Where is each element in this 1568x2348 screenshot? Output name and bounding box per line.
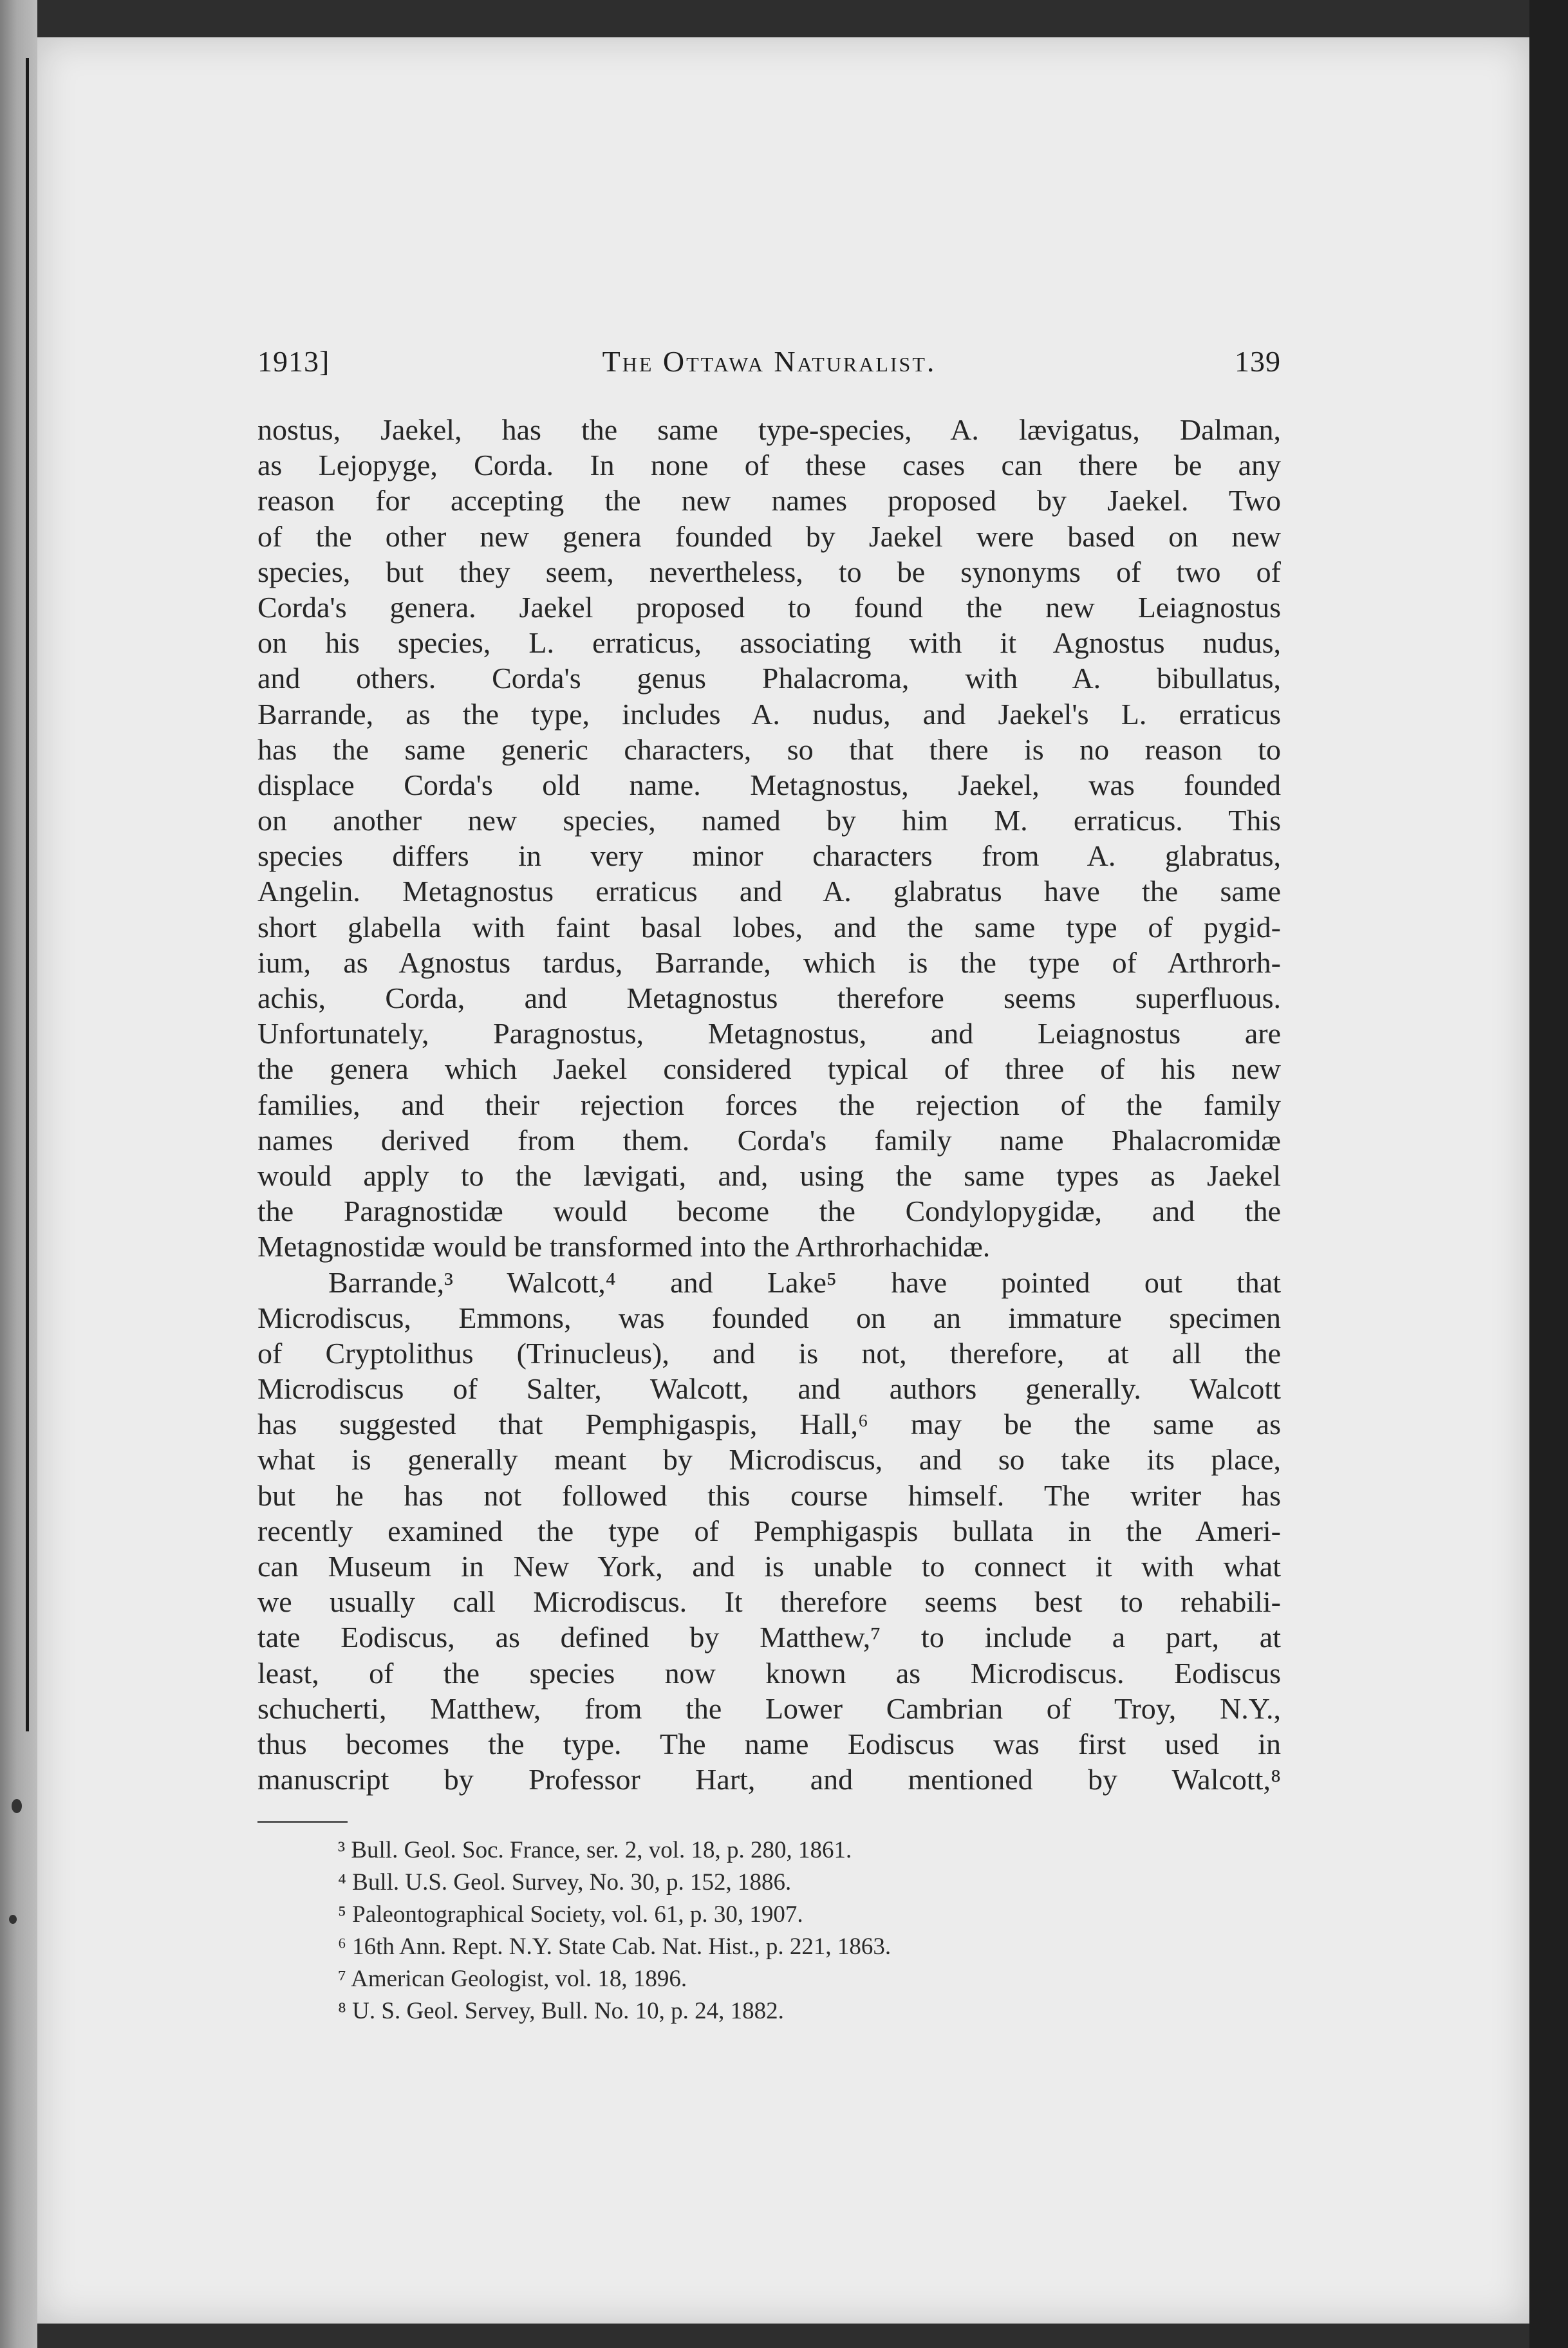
text-line: Corda's genera. Jaekel proposed to found the new Leiagnostus [257, 590, 1281, 624]
right-scan-border [1529, 0, 1568, 2348]
text-line: the genera which Jaekel considered typical of three of his new [257, 1052, 1281, 1086]
footnote: ⁵ Paleontographical Society, vol. 61, p. 30, 1907. [338, 1901, 803, 1928]
text-line: Barrande,³ Walcott,⁴ and Lake⁵ have pointed out that [328, 1265, 1281, 1299]
footnote: ⁸ U. S. Geol. Servey, Bull. No. 10, p. 24, 1882. [338, 1998, 784, 2024]
footnotes [338, 1834, 1175, 2027]
journal-title: The Ottawa Naturalist. [602, 345, 937, 378]
text-line: what is generally meant by Microdiscus, and so take its place, [257, 1443, 1281, 1477]
text-line: least, of the species now known as Microdiscus. Eodiscus [257, 1656, 1281, 1690]
gutter-rule [26, 58, 29, 1731]
text-line: tate Eodiscus, as defined by Matthew,⁷ to include a part, at [257, 1621, 1281, 1654]
header-year: 1913] [257, 345, 330, 378]
text-line: on another new species, named by him M. erraticus. This [257, 804, 1281, 837]
text-line: as Lejopyge, Corda. In none of these cases can there be any [257, 449, 1281, 482]
text-line: Metagnostidæ would be transformed into the Arthrorhachidæ. [257, 1230, 991, 1263]
text-line: nostus, Jaekel, has the same type-species, A. lævigatus, Dalman, [257, 413, 1281, 446]
text-line: Microdiscus of Salter, Walcott, and authors generally. Walcott [257, 1372, 1281, 1406]
text-line: on his species, L. erraticus, associating with it Agnostus nudus, [257, 626, 1281, 660]
text-line: species differs in very minor characters from A. glabratus, [257, 839, 1281, 873]
text-line: recently examined the type of Pemphigaspis bullata in the Ameri- [257, 1514, 1281, 1547]
text-line: Microdiscus, Emmons, was founded on an immature specimen [257, 1301, 1281, 1334]
text-line: can Museum in New York, and is unable to connect it with what [257, 1550, 1281, 1583]
text-line: families, and their rejection forces the rejection of the family [257, 1088, 1281, 1121]
text-line: thus becomes the type. The name Eodiscus was first used in [257, 1727, 1281, 1760]
text-line: of the other new genera founded by Jaekel were based on new [257, 519, 1281, 553]
text-line: manuscript by Professor Hart, and mentioned by Walcott,⁸ [257, 1763, 1281, 1796]
text-line: achis, Corda, and Metagnostus therefore seems superfluous. [257, 982, 1281, 1014]
text-line: schucherti, Matthew, from the Lower Cambrian of Troy, N.Y., [257, 1691, 1281, 1725]
text-line: and others. Corda's genus Phalacroma, with A. bibullatus, [257, 662, 1281, 695]
text-line: ium, as Agnostus tardus, Barrande, which is the type of Arthrorh- [257, 946, 1281, 979]
footnote-rule [257, 1821, 348, 1823]
text-line: names derived from them. Corda's family name Phalacromidæ [257, 1123, 1281, 1157]
footnote: ⁴ Bull. U.S. Geol. Survey, No. 30, p. 152, 1886. [338, 1869, 792, 1896]
ink-mark [9, 1915, 17, 1924]
text-line: Angelin. Metagnostus erraticus and A. glabratus have the same [257, 875, 1281, 908]
page-number: 139 [1235, 345, 1281, 378]
text-line: species, but they seem, nevertheless, to be synonyms of two of [257, 555, 1281, 588]
text-line: would apply to the lævigati, and, using the same types as Jaekel [257, 1159, 1281, 1192]
text-line: reason for accepting the new names proposed by Jaekel. Two [257, 484, 1281, 517]
text-line: displace Corda's old name. Metagnostus, Jaekel, was founded [257, 768, 1281, 801]
text-line: Barrande, as the type, includes A. nudus, and Jaekel's L. erraticus [257, 697, 1281, 731]
ink-mark [12, 1799, 22, 1813]
text-line: the Paragnostidæ would become the Condylopygidæ, and the [257, 1195, 1281, 1228]
text-line: but he has not followed this course himself. The writer has [257, 1478, 1281, 1512]
article-body [257, 412, 1281, 1797]
footnote: ³ Bull. Geol. Soc. France, ser. 2, vol. 18, p. 280, 1861. [338, 1837, 852, 1863]
previous-page-edge [0, 0, 37, 2348]
text-line: Unfortunately, Paragnostus, Metagnostus, and Leiagnostus are [257, 1017, 1281, 1050]
text-line: has the same generic characters, so that there is no reason to [257, 732, 1281, 766]
text-line: we usually call Microdiscus. It therefore seems best to rehabili- [257, 1585, 1281, 1619]
footnote: ⁷ American Geologist, vol. 18, 1896. [338, 1966, 687, 1992]
text-line: short glabella with faint basal lobes, and the same type of pygid- [257, 910, 1281, 944]
running-header [257, 344, 1281, 383]
text-line: has suggested that Pemphigaspis, Hall,⁶ may be the same as [257, 1408, 1281, 1441]
text-line: of Cryptolithus (Trinucleus), and is not, therefore, at all the [257, 1336, 1281, 1370]
footnote: ⁶ 16th Ann. Rept. N.Y. State Cab. Nat. Hist., p. 221, 1863. [338, 1933, 891, 1960]
